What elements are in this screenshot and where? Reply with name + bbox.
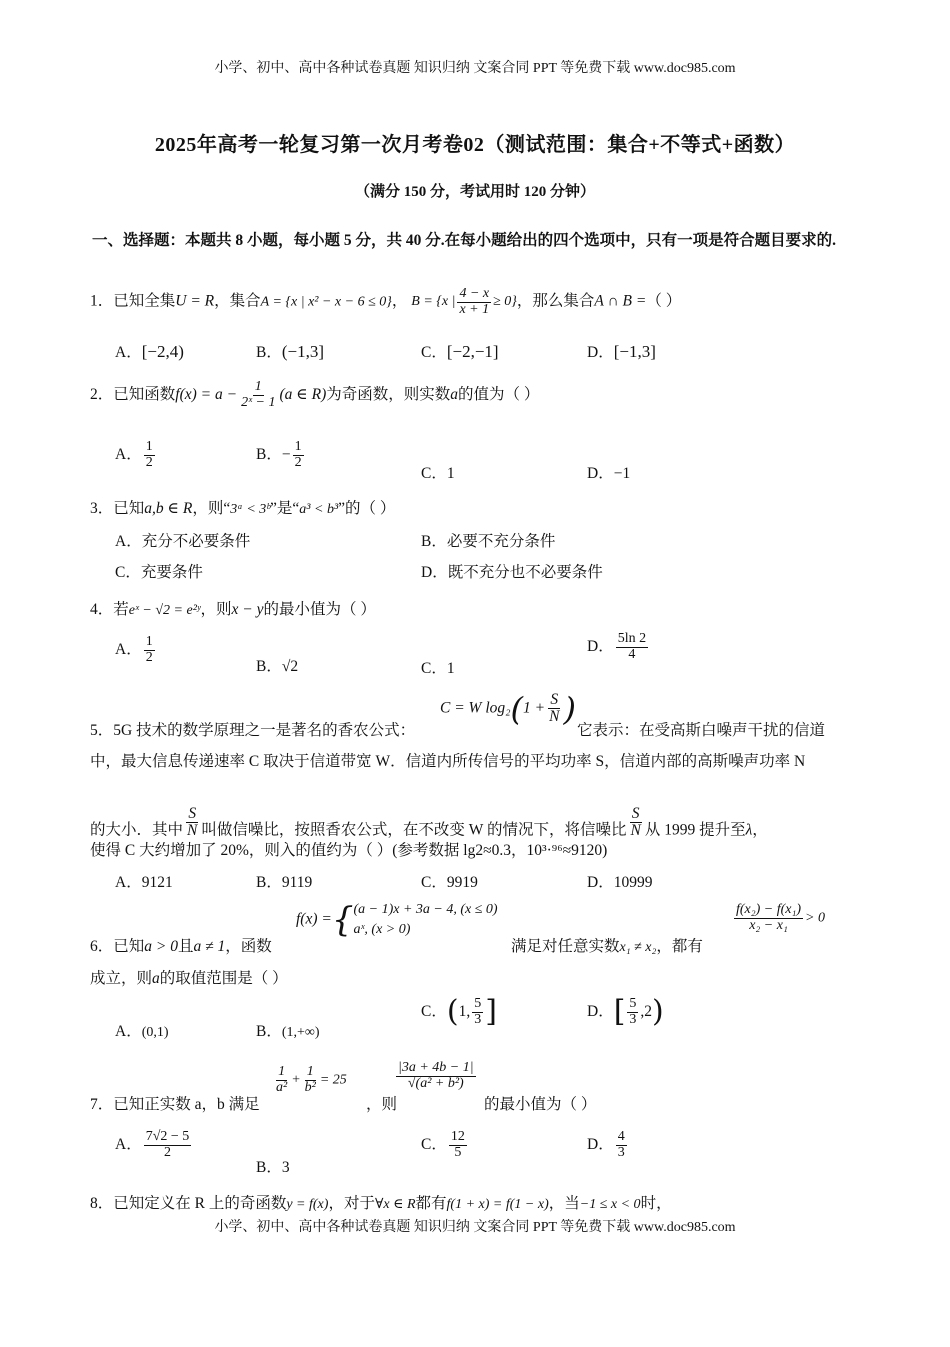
page-footer-banner: 小学、初中、高中各种试卷真题 知识归纳 文案合同 PPT 等免费下载 www.doc985.com bbox=[214, 1220, 736, 1235]
q3-option-c: C．充要条件 bbox=[115, 564, 203, 581]
q4-equation: eˣ − √2 = e²ʸ bbox=[128, 603, 201, 618]
q5-option-c: C．9919 bbox=[421, 874, 478, 891]
q5-option-a: A．9121 bbox=[115, 874, 173, 891]
question-5-line-3: 的大小．其中 $\frac{S}{N}$ 叫做信噪比，按照香农公式，在不改变 W 的情况下，将信噪比 $\frac{S}{N}$ 从 1999 提升至λ， bbox=[90, 805, 768, 840]
question-5-line-2: 中，最大信息传递速率 C 取决于信道带宽 W．信道内所传信号的平均功率 S，信道内部的高斯噪声功率 N bbox=[90, 753, 806, 770]
q7-expression: $\frac{|3a + 4b - 1|}{\text{√(a² + b²)}}$ bbox=[398, 1060, 474, 1091]
page-title: 2025年高考一轮复习第一次月考卷02（测试范围：集合+不等式+函数） bbox=[154, 134, 796, 156]
question-3 bbox=[90, 496, 395, 518]
question-6-line-1: 6．已知a > 0且a ≠ 1，函数 bbox=[90, 938, 272, 955]
question-2 bbox=[90, 380, 539, 410]
section-heading-choice: 一、选择题：本题共 8 小题，每小题 5 分，共 40 分.在每小题给出的四个选项中，只有一项是符合题目要求的. bbox=[92, 232, 837, 249]
q5-option-b: B．9119 bbox=[256, 874, 313, 891]
q2-option-c: C．1 bbox=[421, 465, 455, 482]
q2-option-a: A． $\frac{1}{2}$ bbox=[115, 439, 153, 470]
question-4 bbox=[90, 597, 376, 619]
q1-set-b: B = {x | $\frac{4 - x}{x + 1}$ ≥ 0} bbox=[411, 286, 517, 317]
q1-option-c: C．[−2,−1] bbox=[421, 342, 499, 361]
q1-universal-set: U = R bbox=[175, 292, 215, 310]
q1-paren: （ ） bbox=[646, 292, 682, 310]
q3-condition: a,b ∈ R bbox=[144, 500, 193, 517]
q2-var-a: a bbox=[450, 385, 459, 403]
q5-line-1-end: 它表示：在受高斯白噪声干扰的信道 bbox=[577, 722, 826, 739]
q7-text-3: 的最小值为（ ） bbox=[484, 1096, 597, 1113]
q4-num: 4．若 bbox=[90, 601, 129, 618]
q2-text: 为奇函数，则实数 bbox=[326, 385, 451, 403]
q7-condition: $\frac{1}{\text{a²}}$ + $\frac{1}{\text{b²}}$ = 25 bbox=[276, 1064, 347, 1095]
q1-option-d: D．[−1,3] bbox=[587, 342, 656, 361]
q3-text: ，则“ bbox=[192, 500, 231, 517]
q1-comma: ， bbox=[391, 292, 408, 310]
q3-expr-1: 3ᵃ < 3ᵇ bbox=[230, 502, 271, 517]
q2-option-d: D．−1 bbox=[587, 465, 631, 482]
q5-shannon-formula: C = W log₂(1 + $\frac{S}{N}$ ) bbox=[440, 689, 576, 728]
q3-expr-2: a³ < b³ bbox=[299, 502, 339, 517]
q6-option-d: D．[ $\frac{5}{3}$ ,2) bbox=[587, 994, 664, 1030]
q1-num: 1．已知全集 bbox=[90, 292, 176, 310]
q6-text-2: 满足对任意实数x₁ ≠ x₂，都有 bbox=[511, 938, 703, 955]
q3-text-3: ”的（ ） bbox=[338, 500, 396, 517]
q4-text-2: 的最小值为（ ） bbox=[263, 601, 376, 618]
q2-text-2: 的值为（ ） bbox=[458, 385, 540, 403]
q1-option-a: A．[−2,4) bbox=[115, 342, 184, 361]
q2-function: f(x) = a − $\frac{1}{\text{2ˣ − 1}}$ (a ∈ R) bbox=[175, 379, 327, 410]
q1-option-b: B．(−1,3] bbox=[256, 342, 325, 361]
q1-text: ，集合 bbox=[214, 292, 261, 310]
q6-monotonic-condition: $\frac{\text{f(x₂) − f(x₁)}}{\text{x₂ − x₁}}$ > 0 bbox=[736, 902, 825, 933]
q4-expr: x − y bbox=[231, 601, 264, 618]
q3-num: 3．已知 bbox=[90, 500, 145, 517]
q3-option-a: A．充分不必要条件 bbox=[115, 533, 251, 550]
q2-option-b: B．− $\frac{1}{2}$ bbox=[256, 439, 302, 470]
question-8: 8．已知定义在 R 上的奇函数y = f(x)，对于∀x ∈ R都有f(1 + x) = f(1 − x)，当−1 ≤ x < 0时， bbox=[90, 1195, 672, 1212]
question-7-text: 7．已知正实数 a，b 满足 bbox=[90, 1096, 260, 1113]
q4-text: ，则 bbox=[200, 601, 232, 618]
q3-text-2: ”是“ bbox=[270, 500, 300, 517]
q1-intersection: A ∩ B = bbox=[594, 292, 647, 310]
q4-option-a: A． $\frac{1}{2}$ bbox=[115, 634, 153, 665]
question-6-line-2: 成立，则a的取值范围是（ ） bbox=[90, 970, 288, 987]
q6-option-c: C．(1, $\frac{5}{3}$ ] bbox=[421, 994, 497, 1030]
q6-option-a: A．(0,1) bbox=[115, 1023, 169, 1040]
q6-option-b: B．(1,+∞) bbox=[256, 1023, 320, 1040]
q4-option-b: B．√2 bbox=[256, 658, 299, 675]
q4-option-d: D． $\frac{5\ln 2}{4}$ bbox=[587, 631, 647, 662]
question-5-line-1: 5．5G 技术的数学原理之一是著名的香农公式： bbox=[90, 722, 416, 739]
q4-option-c: C．1 bbox=[421, 660, 455, 677]
question-1 bbox=[90, 287, 681, 317]
q3-option-b: B．必要不充分条件 bbox=[421, 533, 556, 550]
q7-option-a: A． $\frac{7√2 - 5}{2}$ bbox=[115, 1129, 190, 1160]
q2-num: 2．已知函数 bbox=[90, 385, 176, 403]
q1-set-a: A = {x | x² − x − 6 ≤ 0} bbox=[260, 294, 392, 310]
page-subtitle: （满分 150 分，考试用时 120 分钟） bbox=[354, 184, 595, 200]
q5-option-d: D．10999 bbox=[587, 874, 653, 891]
q6-piecewise-function: f(x) ={ (a − 1)x + 3a − 4, (x ≤ 0) aˣ, (x > 0) bbox=[296, 900, 498, 940]
q7-option-c: C． $\frac{12}{5}$ bbox=[421, 1129, 465, 1160]
q1-text-2: ，那么集合 bbox=[516, 292, 595, 310]
q7-option-b: B．3 bbox=[256, 1159, 290, 1176]
q7-option-d: D． $\frac{4}{3}$ bbox=[587, 1129, 625, 1160]
page-header-banner: 小学、初中、高中各种试卷真题 知识归纳 文案合同 PPT 等免费下载 www.doc985.com bbox=[214, 61, 736, 76]
q3-option-d: D．既不充分也不必要条件 bbox=[421, 564, 603, 581]
q7-text-2: ，则 bbox=[366, 1096, 398, 1113]
question-5-line-4: 使得 C 大约增加了 20%，则入的值约为（ ）(参考数据 lg2≈0.3，10³·⁹⁶≈9120) bbox=[90, 842, 608, 859]
